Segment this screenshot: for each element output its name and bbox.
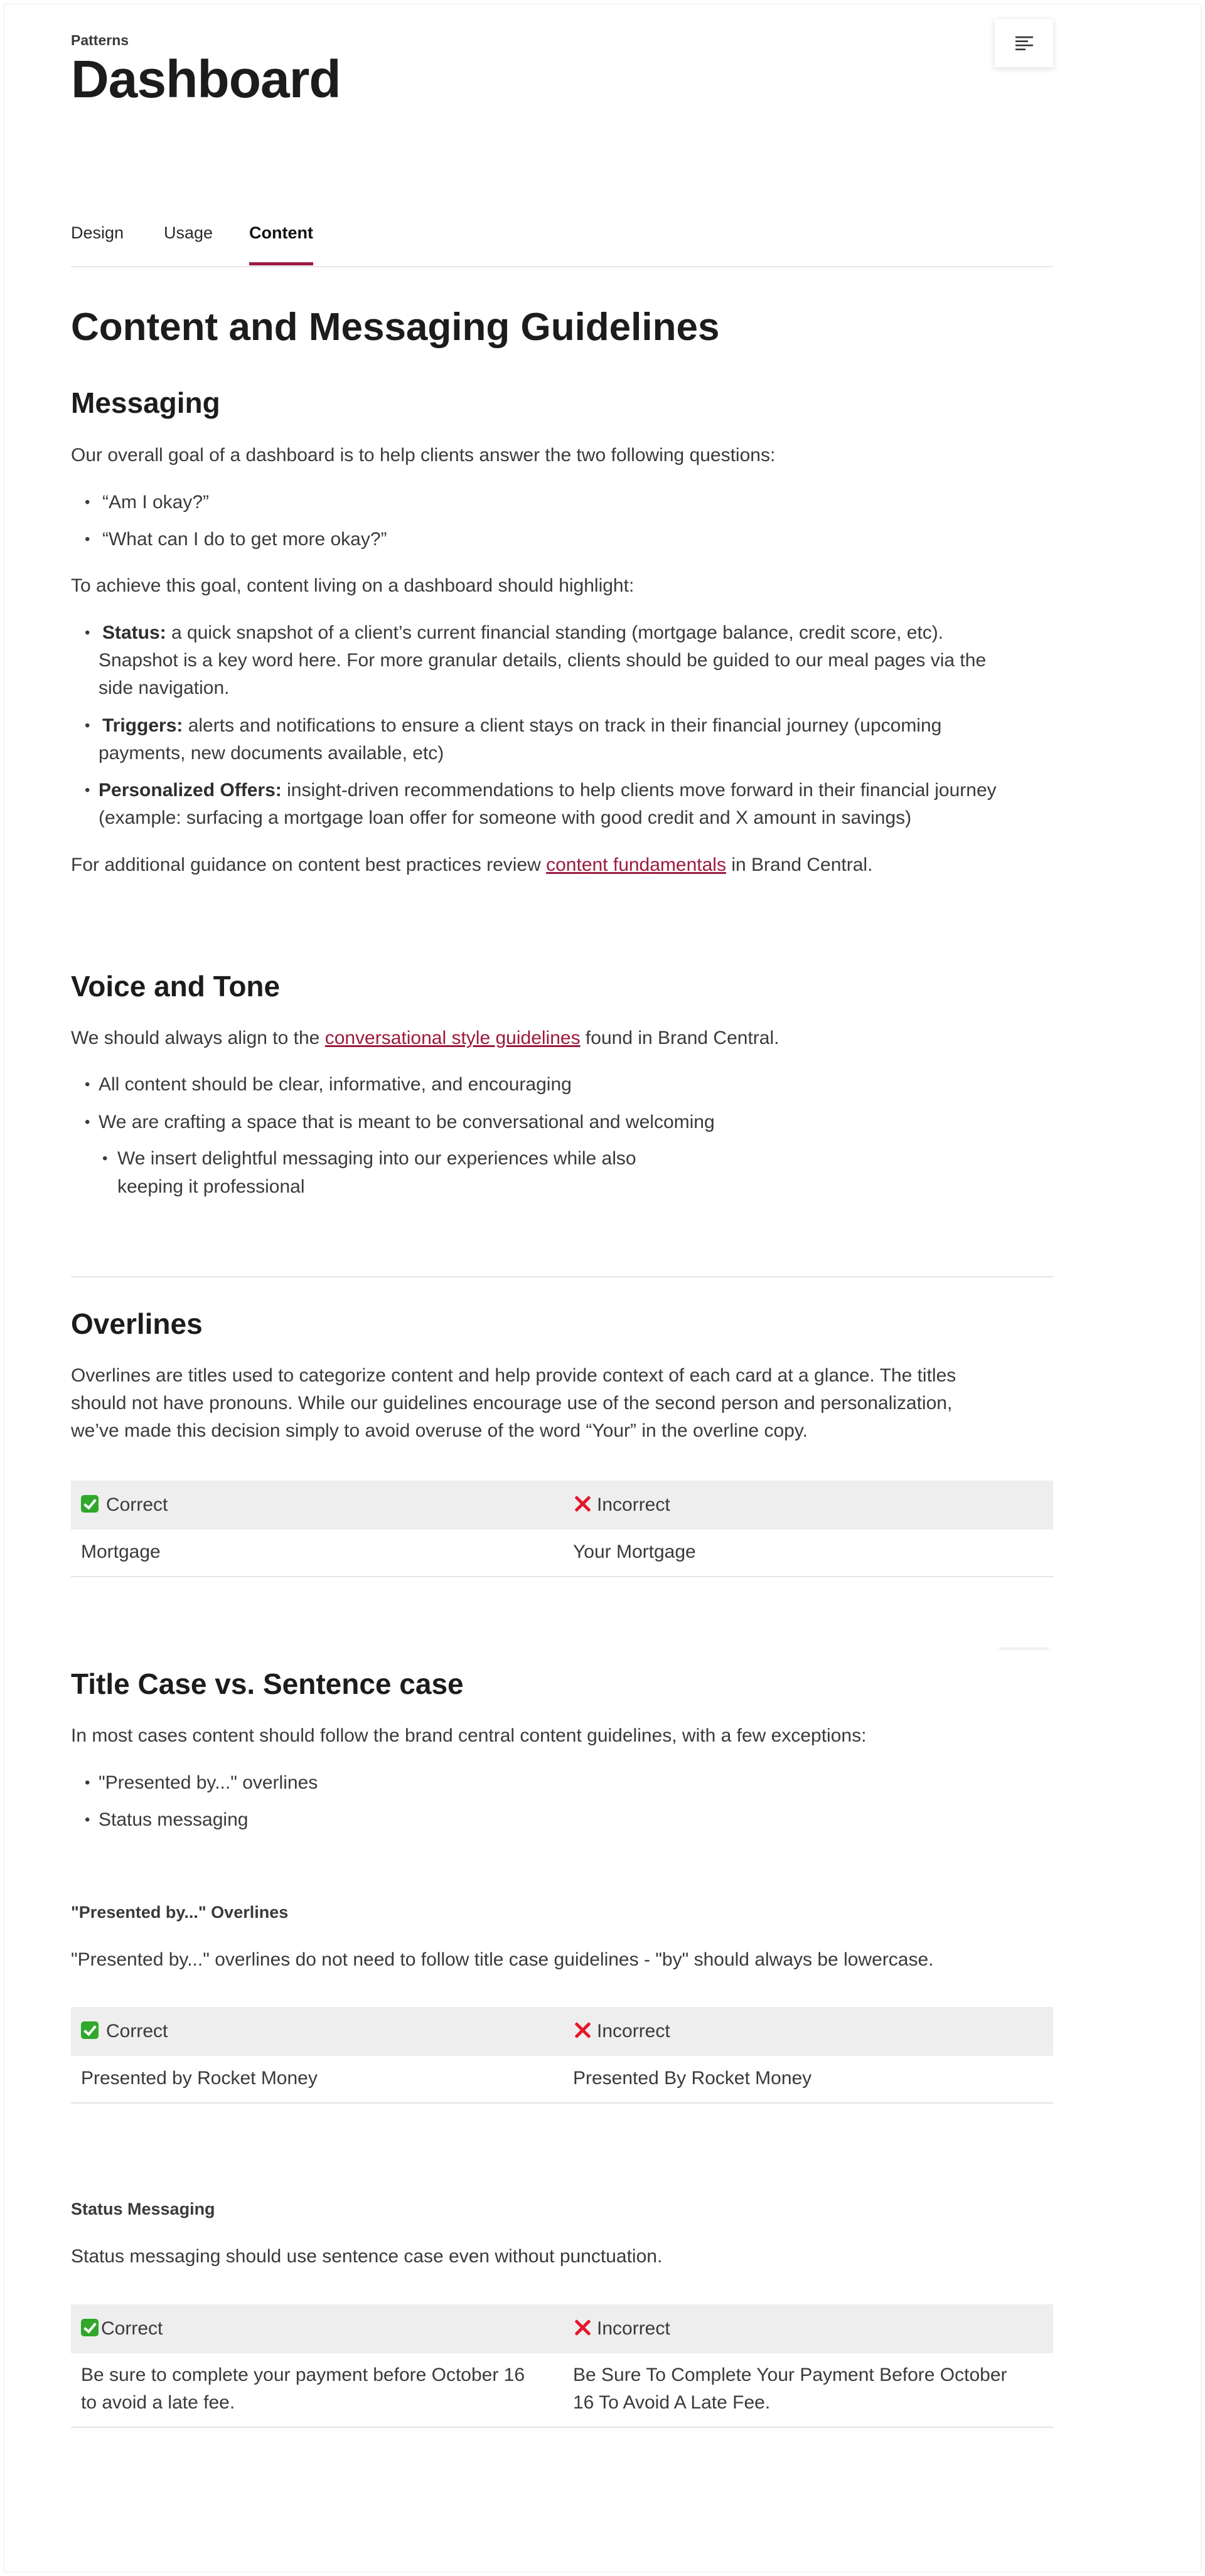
case-intro: In most cases content should follow the brand central content guidelines, with a few exceptions: <box>71 1725 867 1746</box>
correct-label: Correct <box>106 2021 168 2041</box>
highlight-text: side navigation. <box>99 678 230 698</box>
highlight-offers <box>99 777 997 804</box>
active-tab-indicator <box>249 262 313 265</box>
table-cell: 16 To Avoid A Late Fee. <box>573 2392 771 2413</box>
table-cell: Be sure to complete your payment before October 16 <box>81 2365 525 2385</box>
highlight-text: (example: surfacing a mortgage loan offer for someone with good credit and X amount in savings) <box>99 807 912 828</box>
status-body: Status messaging should use sentence case even without punctuation. <box>71 2246 663 2267</box>
table-header <box>71 1481 1053 1530</box>
voice-item: All content should be clear, informative, and encouraging <box>99 1074 572 1095</box>
cross-icon <box>573 2318 592 2337</box>
highlight-triggers <box>102 712 941 740</box>
table-row-border <box>71 2102 1053 2104</box>
correct-header <box>81 2315 163 2343</box>
table-of-contents-icon <box>1014 35 1034 52</box>
presented-heading: "Presented by..." Overlines <box>71 1903 289 1922</box>
overlines-heading: Overlines <box>71 1307 203 1340</box>
question-item: “Am I okay?” <box>102 492 210 513</box>
bullet-dot: • <box>85 1774 90 1791</box>
bullet-dot: • <box>85 717 90 734</box>
section-divider <box>71 1276 1053 1277</box>
highlight-text: insight-driven recommendations to help clients move forward in their financial journey <box>281 780 997 801</box>
correct-label: Correct <box>101 2318 163 2339</box>
table-cell: Presented By Rocket Money <box>573 2068 812 2089</box>
check-icon <box>81 1495 99 1513</box>
voice-intro <box>71 1025 779 1052</box>
voice-tone-heading: Voice and Tone <box>71 970 281 1003</box>
table-cell: Mortgage <box>81 1541 161 1562</box>
correct-label: Correct <box>106 1494 168 1515</box>
bullet-dot: • <box>85 1114 90 1131</box>
cross-icon <box>573 2021 592 2040</box>
messaging-intro: Our overall goal of a dashboard is to help clients answer the two following questions: <box>71 445 776 466</box>
highlight-text: alerts and notifications to ensure a client stays on track in their financial journey (upcoming <box>183 715 942 736</box>
voice-sub-item: We insert delightful messaging into our experiences while also <box>117 1148 636 1169</box>
breadcrumb[interactable]: Patterns <box>71 32 129 48</box>
page-title: Dashboard <box>71 50 341 109</box>
tab-bar <box>71 207 1053 267</box>
highlight-term: Triggers: <box>102 715 183 736</box>
overlines-body: we’ve made this decision simply to avoid overuse of the word “Your” in the overline copy. <box>71 1420 808 1441</box>
bullet-dot: • <box>102 1150 108 1167</box>
correct-header <box>81 1491 168 1519</box>
highlight-term: Status: <box>102 622 166 643</box>
bullet-dot: • <box>85 531 90 548</box>
bullet-dot: • <box>85 624 90 641</box>
overlines-body: should not have pronouns. While our guidelines encourage use of the second person and personalization, <box>71 1393 953 1413</box>
cross-icon <box>573 1494 592 1513</box>
case-heading: Title Case vs. Sentence case <box>71 1668 464 1700</box>
highlight-term: Personalized Offers: <box>99 780 282 801</box>
voice-sub-item: keeping it professional <box>117 1176 305 1197</box>
voice-intro-text: We should always align to the <box>71 1028 325 1048</box>
table-row-border <box>71 2427 1053 2428</box>
highlight-text: payments, new documents available, etc) <box>99 743 444 764</box>
highlight-text: Snapshot is a key word here. For more granular details, clients should be guided to our meal pages via the <box>99 650 987 671</box>
bullet-dot: • <box>85 782 90 799</box>
incorrect-label: Incorrect <box>597 2318 670 2339</box>
table-header <box>71 2007 1053 2056</box>
highlight-status <box>102 619 943 647</box>
tab-design[interactable]: Design <box>71 223 124 242</box>
voice-intro-text: found in Brand Central. <box>580 1028 779 1048</box>
presented-body: "Presented by..." overlines do not need to follow title case guidelines - "by" should always be lowercase. <box>71 1949 934 1970</box>
overlines-body: Overlines are titles used to categorize content and help provide context of each card at a glance. The titles <box>71 1365 956 1386</box>
voice-item: We are crafting a space that is meant to be conversational and welcoming <box>99 1112 715 1132</box>
conversational-style-link[interactable]: conversational style guidelines <box>324 1028 581 1048</box>
tab-usage[interactable]: Usage <box>164 223 213 242</box>
table-cell: Be Sure To Complete Your Payment Before October <box>573 2365 1007 2385</box>
bullet-dot: • <box>85 1076 90 1093</box>
table-of-contents-button[interactable] <box>995 19 1053 67</box>
incorrect-header <box>573 1491 670 1519</box>
table-header <box>71 2304 1053 2353</box>
case-item: "Presented by..." overlines <box>99 1772 318 1793</box>
guidance-text: in Brand Central. <box>726 854 873 875</box>
incorrect-label: Incorrect <box>597 1494 670 1515</box>
bullet-dot: • <box>85 1811 90 1828</box>
check-icon <box>81 2021 99 2039</box>
incorrect-header <box>573 2018 670 2045</box>
content-title: Content and Messaging Guidelines <box>71 306 720 349</box>
table-cell: to avoid a late fee. <box>81 2392 235 2413</box>
correct-header <box>81 2018 168 2045</box>
incorrect-label: Incorrect <box>597 2021 670 2041</box>
tab-content[interactable]: Content <box>249 223 313 242</box>
messaging-heading: Messaging <box>71 386 220 419</box>
question-item: “What can I do to get more okay?” <box>102 529 387 550</box>
case-item: Status messaging <box>99 1809 249 1830</box>
check-icon <box>81 2319 99 2336</box>
table-cell: Your Mortgage <box>573 1541 696 1562</box>
table-row-border <box>71 1576 1053 1577</box>
highlight-intro: To achieve this goal, content living on a dashboard should highlight: <box>71 575 635 596</box>
guidance-text: For additional guidance on content best practices review <box>71 854 547 875</box>
highlight-text: a quick snapshot of a client’s current financial standing (mortgage balance, credit score, etc). <box>166 622 944 643</box>
additional-guidance <box>71 851 872 879</box>
status-heading: Status Messaging <box>71 2200 215 2218</box>
incorrect-header <box>573 2315 670 2343</box>
content-fundamentals-link[interactable]: content fundamentals <box>546 854 726 875</box>
floating-panel-edge <box>995 1630 1053 1647</box>
table-cell: Presented by Rocket Money <box>81 2068 318 2089</box>
bullet-dot: • <box>85 494 90 511</box>
